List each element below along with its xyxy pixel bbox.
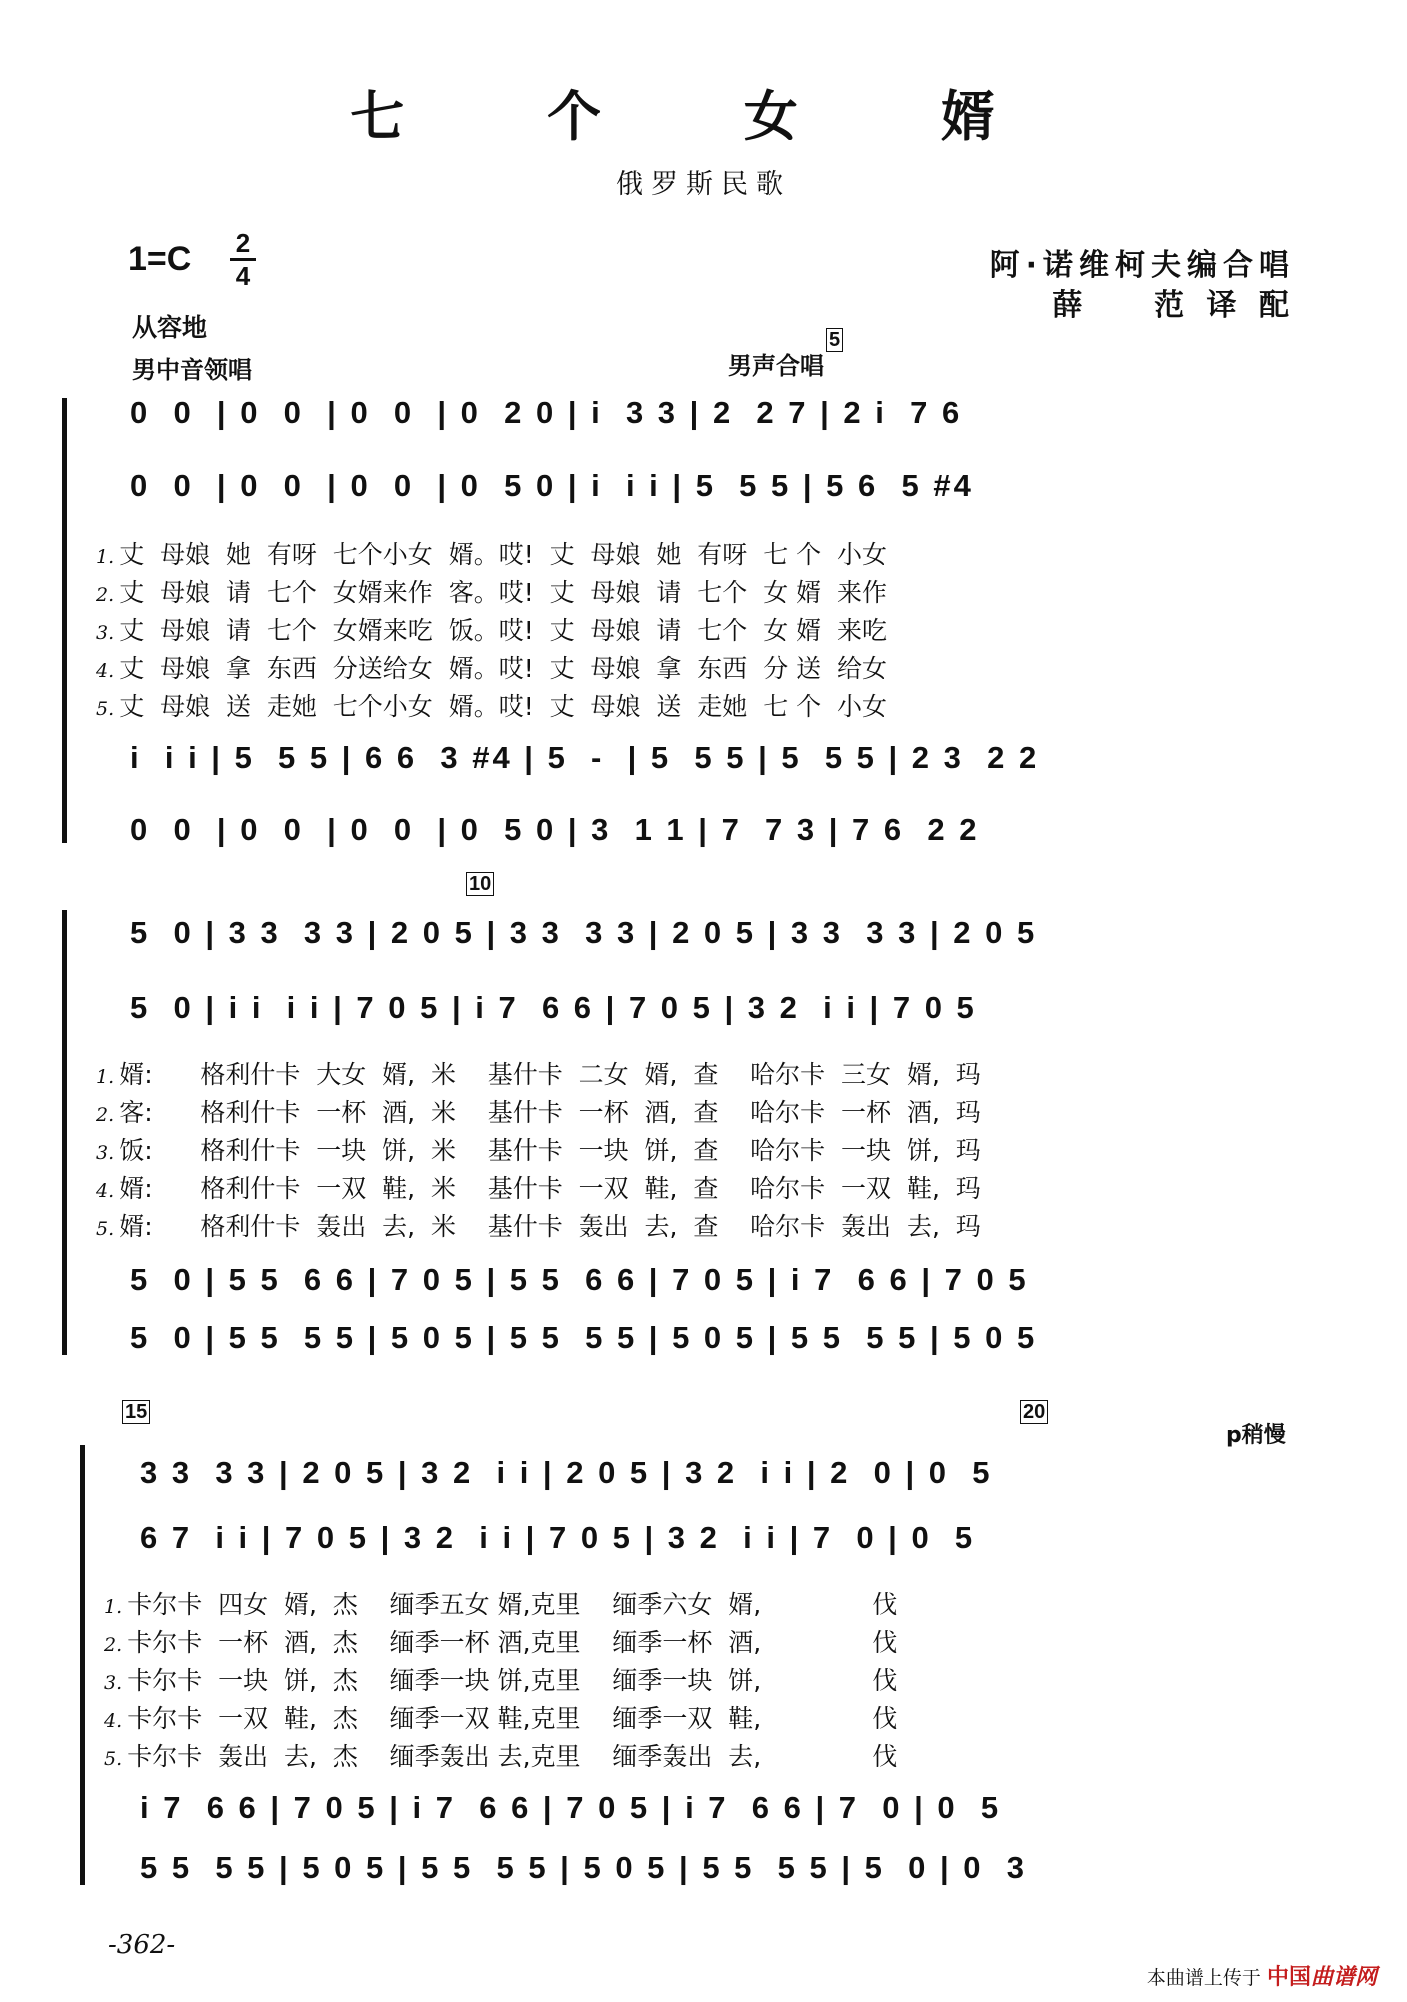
- lyric-verse: [96, 1131, 981, 1169]
- lyric-verse: [96, 687, 887, 725]
- time-signature: [230, 230, 256, 289]
- lyric-text: 丈 母娘 送 走她 七个小女 婿。哎! 丈 母娘 送 走她 七 个 小女: [119, 692, 888, 721]
- lyric-verse: [96, 1169, 981, 1207]
- verse-number: 5.: [96, 1218, 115, 1240]
- system-1-voice-2: 0 0 | 0 0 | 0 0 | 0 5 0 | i i i | 5 5 5 | 5 6 5 #4: [130, 468, 974, 503]
- system-2-bracket: [62, 910, 67, 1355]
- verse-number: 3.: [96, 1142, 115, 1164]
- arranger-credit: 阿·诺维柯夫编合唱: [989, 248, 1295, 283]
- page-title: 七 个 女 婿: [350, 84, 1057, 148]
- system-3-voice-3: i 7 6 6 | 7 0 5 | i 7 6 6 | 7 0 5 | i 7 6 6 | 7 0 | 0 5: [140, 1790, 1002, 1825]
- footer-brand-logo-suffix: 曲谱网: [1310, 1965, 1377, 1990]
- verse-number: 5.: [104, 1748, 123, 1770]
- verse-number: 3.: [96, 622, 115, 644]
- lyric-text: 丈 母娘 她 有呀 七个小女 婿。哎! 丈 母娘 她 有呀 七 个 小女: [119, 540, 888, 569]
- verse-number: 1.: [104, 1596, 123, 1618]
- tempo-marking: 从容地: [132, 313, 208, 342]
- lyric-verse: [104, 1661, 897, 1699]
- lyric-verse: [96, 573, 887, 611]
- lyric-text: 饭: 格利什卡 一块 饼, 米 基什卡 一块 饼, 查 哈尔卡 一块 饼, 玛: [119, 1136, 981, 1165]
- system-3-bracket: [80, 1445, 85, 1885]
- system-2-voice-3: 5 0 | 5 5 6 6 | 7 0 5 | 5 5 6 6 | 7 0 5 | i 7 6 6 | 7 0 5: [130, 1262, 1029, 1297]
- lyric-text: 婿: 格利什卡 轰出 去, 米 基什卡 轰出 去, 查 哈尔卡 轰出 去, 玛: [119, 1212, 981, 1241]
- lyric-verse: [96, 1207, 981, 1245]
- lyric-text: 卡尔卡 一块 饼, 杰 缅季一块 饼,克里 缅季一块 饼, 伐: [127, 1666, 898, 1695]
- system-3-voice-4: 5 5 5 5 | 5 0 5 | 5 5 5 5 | 5 0 5 | 5 5 5 5 | 5 0 | 0 3: [140, 1850, 1027, 1885]
- lyric-text: 卡尔卡 一杯 酒, 杰 缅季一杯 酒,克里 缅季一杯 酒, 伐: [127, 1628, 898, 1657]
- system-1-voice-1: 0 0 | 0 0 | 0 0 | 0 2 0 | i 3 3 | 2 2 7 | 2 i 7 6: [130, 395, 963, 430]
- system-2-lyrics: [96, 1055, 981, 1245]
- system-1-voice-3: i i i | 5 5 5 | 6 6 3 #4 | 5 - | 5 5 5 | 5 5 5 | 2 3 2 2: [130, 740, 1040, 775]
- chorus-label: 男声合唱: [728, 352, 824, 380]
- verse-number: 1.: [96, 1066, 115, 1088]
- verse-number: 2.: [96, 1104, 115, 1126]
- key-signature: 1=C: [128, 240, 192, 278]
- verse-number: 4.: [104, 1710, 123, 1732]
- time-signature-top: 2: [235, 228, 251, 258]
- verse-number: 4.: [96, 1180, 115, 1202]
- lyric-verse: [104, 1699, 897, 1737]
- lyric-text: 客: 格利什卡 一杯 酒, 米 基什卡 一杯 酒, 查 哈尔卡 一杯 酒, 玛: [119, 1098, 981, 1127]
- lyric-text: 卡尔卡 一双 鞋, 杰 缅季一双 鞋,克里 缅季一双 鞋, 伐: [127, 1704, 898, 1733]
- lyric-text: 卡尔卡 轰出 去, 杰 缅季轰出 去,克里 缅季轰出 去, 伐: [127, 1742, 898, 1771]
- translator-credit: 薛 范 译 配: [1052, 288, 1295, 323]
- lyric-verse: [96, 649, 887, 687]
- system-3-voice-2: 6 7 i i | 7 0 5 | 3 2 i i | 7 0 5 | 3 2 i i | 7 0 | 0 5: [140, 1520, 976, 1555]
- system-2-voice-1: 5 0 | 3 3 3 3 | 2 0 5 | 3 3 3 3 | 2 0 5 | 3 3 3 3 | 2 0 5: [130, 915, 1038, 950]
- verse-number: 5.: [96, 698, 115, 720]
- lyric-verse: [96, 535, 887, 573]
- system-1-voice-4: 0 0 | 0 0 | 0 0 | 0 5 0 | 3 1 1 | 7 7 3 | 7 6 2 2: [130, 812, 980, 847]
- lyric-text: 丈 母娘 请 七个 女婿来吃 饭。哎! 丈 母娘 请 七个 女 婿 来吃: [119, 616, 888, 645]
- verse-number: 1.: [96, 546, 115, 568]
- verse-number: 2.: [96, 584, 115, 606]
- system-1-lyrics: [96, 535, 887, 725]
- lyric-verse: [104, 1623, 897, 1661]
- page-subtitle: 俄罗斯民歌: [616, 169, 791, 200]
- verse-number: 2.: [104, 1634, 123, 1656]
- system-1-bracket: [62, 398, 67, 843]
- upload-footer: [1147, 1960, 1377, 1991]
- lyric-text: 卡尔卡 四女 婿, 杰 缅季五女 婿,克里 缅季六女 婿, 伐: [127, 1590, 898, 1619]
- system-3-lyrics: [104, 1585, 897, 1775]
- footer-brand-logo: 中国: [1266, 1965, 1311, 1990]
- measure-number-15: 15: [122, 1400, 150, 1424]
- lyric-text: 婿: 格利什卡 大女 婿, 米 基什卡 二女 婿, 查 哈尔卡 三女 婿, 玛: [119, 1060, 981, 1089]
- footer-text: 本曲谱上传于: [1146, 1967, 1261, 1989]
- lyric-text: 丈 母娘 拿 东西 分送给女 婿。哎! 丈 母娘 拿 东西 分 送 给女: [119, 654, 888, 683]
- measure-number-5: 5: [826, 328, 843, 352]
- dynamic-marking: p稍慢: [1226, 1423, 1286, 1448]
- measure-number-10: 10: [466, 872, 494, 896]
- lyric-text: 婿: 格利什卡 一双 鞋, 米 基什卡 一双 鞋, 查 哈尔卡 一双 鞋, 玛: [119, 1174, 981, 1203]
- lyric-verse: [96, 611, 887, 649]
- system-3-voice-1: 3 3 3 3 | 2 0 5 | 3 2 i i | 2 0 5 | 3 2 i i | 2 0 | 0 5: [140, 1455, 993, 1490]
- lead-voice-label: 男中音领唱: [132, 356, 252, 384]
- lyric-verse: [96, 1055, 981, 1093]
- lyric-verse: [104, 1585, 897, 1623]
- measure-number-20: 20: [1020, 1400, 1048, 1424]
- lyric-verse: [104, 1737, 897, 1775]
- verse-number: 3.: [104, 1672, 123, 1694]
- lyric-verse: [96, 1093, 981, 1131]
- verse-number: 4.: [96, 660, 115, 682]
- system-2-voice-4: 5 0 | 5 5 5 5 | 5 0 5 | 5 5 5 5 | 5 0 5 | 5 5 5 5 | 5 0 5: [130, 1320, 1038, 1355]
- system-2-voice-2: 5 0 | i i i i | 7 0 5 | i 7 6 6 | 7 0 5 | 3 2 i i | 7 0 5: [130, 990, 977, 1025]
- page-number: -362-: [108, 1930, 176, 1960]
- time-signature-bottom: 4: [235, 261, 251, 291]
- lyric-text: 丈 母娘 请 七个 女婿来作 客。哎! 丈 母娘 请 七个 女 婿 来作: [119, 578, 888, 607]
